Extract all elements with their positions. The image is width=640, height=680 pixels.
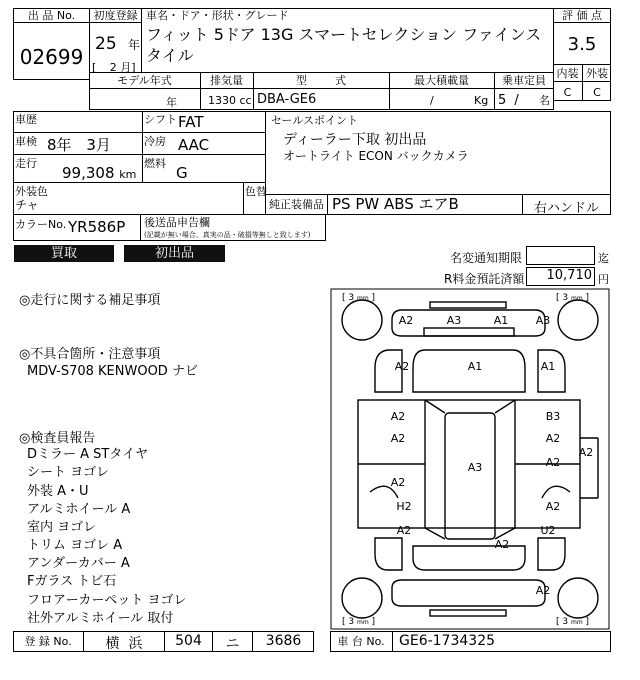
recycle-amount: 10,710 <box>546 268 592 283</box>
capacity-unit: 名 <box>538 94 550 107</box>
buy-badge: 買取 <box>14 245 114 262</box>
grid-line-1 <box>13 132 266 133</box>
mileage-number: 99,308 <box>62 164 115 182</box>
inspector-item: シート ヨゴレ <box>27 465 110 480</box>
sales-point-2: オートライト ECON バックカメラ <box>283 149 469 163</box>
first-reg-month-open: [ <box>92 61 97 74</box>
damage-mark: A2 <box>390 476 406 489</box>
sales-point-label: セールスポイント <box>271 114 359 127</box>
tire-depth-rear-left: [ 3 mm ] <box>342 617 376 627</box>
grid-vline-color <box>243 183 244 215</box>
capacity-label: 乗車定員 <box>502 74 546 87</box>
driving-heading: ◎走行に関する補足事項 <box>19 293 161 308</box>
displacement-value: 1330 <box>208 94 236 107</box>
grade-label-underline <box>553 81 611 82</box>
first-reg-year <box>95 36 140 54</box>
damage-mark: A2 <box>545 500 561 513</box>
sales-point-1: ディーラー下取 初出品 <box>283 132 427 148</box>
chassis-label: 車 台 No. <box>337 635 385 648</box>
equipment-sep <box>327 194 328 215</box>
inspector-item: 社外アルミホイール 取付 <box>27 611 174 626</box>
damage-mark: A2 <box>398 314 414 327</box>
damage-mark: H2 <box>396 500 412 513</box>
damage-mark: A2 <box>535 584 551 597</box>
grid-line-2 <box>13 154 266 155</box>
renewal-box <box>526 246 595 265</box>
inspector-item: Fガラス トビ石 <box>27 574 117 589</box>
damage-mark: A1 <box>467 360 483 373</box>
chassis-number: GE6-1734325 <box>399 633 496 649</box>
tire-depth-rear-right: [ 3 mm ] <box>556 617 590 627</box>
mileage-value <box>62 165 136 183</box>
exterior-grade: C <box>593 86 601 99</box>
exterior-color-value: チャ <box>15 198 39 212</box>
registration-region: 横 浜 <box>105 636 143 652</box>
vehicle-name-label: 車名・ドア・形状・グレード <box>146 9 289 22</box>
damage-mark: A2 <box>390 432 406 445</box>
inspection-month: 3月 <box>86 136 111 154</box>
tire-depth-front-left: [ 3 mm ] <box>342 293 376 303</box>
color-change-label: 色替 <box>245 185 267 198</box>
first-reg-month-unit: 月] <box>120 61 136 74</box>
inspector-item: トリム ヨゴレ A <box>27 538 123 553</box>
mileage-label: 走行 <box>15 157 37 170</box>
interior-label: 内装 <box>556 67 579 80</box>
capacity-sep: / <box>514 93 519 108</box>
equipment-value: PS PW ABS エアB <box>332 195 459 213</box>
inspector-item: アンダーカバー A <box>27 556 130 571</box>
defects-heading: ◎不具合箇所・注意事項 <box>19 347 161 362</box>
lot-number-label: 出 品 No. <box>13 9 90 23</box>
inspector-item: 室内 ヨゴレ <box>27 520 97 535</box>
renewal-unit: 迄 <box>598 252 609 265</box>
spec-label-line <box>89 88 554 89</box>
docs-label: 後送品申告欄 <box>144 216 210 229</box>
fuel-value: G <box>176 164 188 182</box>
damage-mark: B3 <box>545 410 561 423</box>
first-reg-label: 初度登録 <box>89 9 142 23</box>
damage-mark: A2 <box>396 524 412 537</box>
capacity <box>498 92 550 108</box>
first-reg-year-unit: 年 <box>128 38 141 52</box>
exterior-label: 外装 <box>586 67 608 80</box>
displacement-unit: cc <box>239 94 252 107</box>
damage-mark: A1 <box>540 360 556 373</box>
tire-depth-front-right: [ 3 mm ] <box>556 293 590 303</box>
recycle-unit: 円 <box>598 273 609 286</box>
displacement-label: 排気量 <box>210 74 243 87</box>
damage-mark: A3 <box>535 314 551 327</box>
lot-number: 02699 <box>19 45 84 69</box>
color-no-label: カラーNo. <box>15 218 67 231</box>
inspector-item: フロアーカーペット ヨゴレ <box>27 593 187 608</box>
model-year-unit: 年 <box>166 96 177 109</box>
capacity-value: 5 <box>498 93 507 108</box>
model-year-label: モデル年式 <box>117 74 172 87</box>
equipment-label: 純正装備品 <box>269 198 324 211</box>
inspector-item: Dミラー A STタイヤ <box>27 447 149 462</box>
damage-mark: A2 <box>545 456 561 469</box>
inspection-value <box>47 137 111 154</box>
damage-mark: A2 <box>390 410 406 423</box>
registration-number: 3686 <box>265 633 302 649</box>
damage-mark: A2 <box>545 432 561 445</box>
defects-line-1: MDV-S708 KENWOOD ナビ <box>27 364 198 379</box>
damage-mark: A2 <box>494 538 510 551</box>
aircon-label: 冷房 <box>144 135 166 148</box>
recycle-label: R料金預託済額 <box>444 272 525 286</box>
inspection-label: 車検 <box>15 135 37 148</box>
max-load-value: / <box>430 94 434 107</box>
fuel-label: 燃料 <box>144 157 166 170</box>
damage-mark: A1 <box>493 314 509 327</box>
grid-line-3 <box>13 182 266 183</box>
aircon-value: AAC <box>178 136 210 154</box>
displacement <box>208 94 252 107</box>
inspection-year: 8年 <box>47 136 72 154</box>
inspector-heading: ◎検査員報告 <box>19 431 96 446</box>
score-label: 評 価 点 <box>553 9 611 23</box>
first-reg-year-value: 25 <box>95 34 117 54</box>
exterior-color-label: 外装色 <box>15 185 48 198</box>
damage-mark: A3 <box>467 461 483 474</box>
model-type: DBA-GE6 <box>257 92 317 107</box>
type-label: 型 式 <box>296 74 346 87</box>
history-label: 車歴 <box>15 113 37 126</box>
car-damage-diagram <box>330 288 610 630</box>
inspector-item: アルミホイール A <box>27 502 131 517</box>
registration-class: 504 <box>175 633 202 649</box>
score-value: 3.5 <box>567 34 597 55</box>
interior-grade: C <box>563 86 572 99</box>
mileage-unit: km <box>119 168 137 181</box>
first-listing-badge: 初出品 <box>124 245 225 262</box>
details-grid <box>13 111 266 215</box>
docs-note: (記載が無い場合、真実の品・破損等無しと致します) <box>144 231 311 239</box>
registration-kana: ニ <box>225 636 240 652</box>
damage-mark: A2 <box>394 360 410 373</box>
max-load-label: 最大積載量 <box>414 74 469 87</box>
vehicle-name: フィット 5ドア 13G スマートセレクション ファインスタイル <box>146 25 542 65</box>
chassis-sep <box>392 631 393 652</box>
steering-value: 右ハンドル <box>533 201 599 216</box>
registration-label: 登 録 No. <box>24 635 72 648</box>
damage-mark: A3 <box>446 314 462 327</box>
first-reg-month-value: 2 <box>109 61 117 74</box>
damage-mark: U2 <box>540 524 556 537</box>
grid-vline <box>142 111 143 183</box>
renewal-label: 名変通知期限 <box>450 251 523 265</box>
color-no-value: YR586P <box>68 218 126 236</box>
shift-value: FAT <box>178 113 204 131</box>
inspector-item: 外装 A・U <box>27 484 89 499</box>
shift-label: シフト <box>144 113 177 126</box>
damage-mark: A2 <box>578 446 594 459</box>
max-load-unit: Kg <box>474 94 489 107</box>
